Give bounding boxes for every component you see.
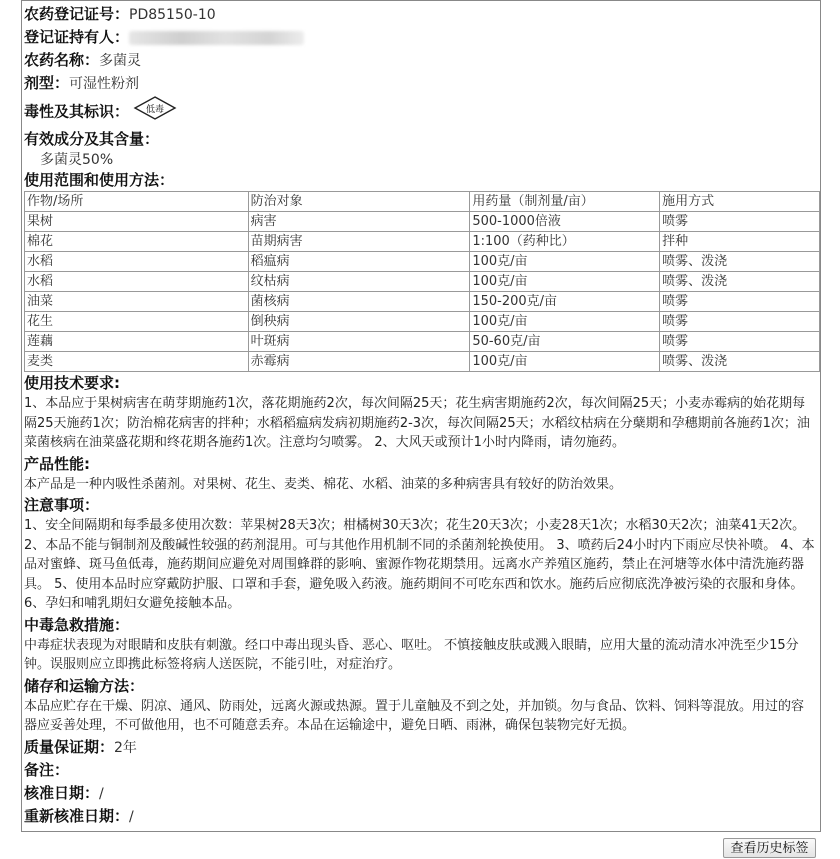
low-toxicity-icon	[133, 95, 177, 129]
remarks-row	[24, 759, 820, 782]
name-row	[24, 49, 820, 72]
table-cell: 叶斑病	[248, 332, 470, 352]
form-row	[24, 72, 820, 95]
table-cell: 油菜	[25, 292, 249, 312]
table-cell: 倒秧病	[248, 312, 470, 332]
table-cell: 100克/亩	[470, 272, 660, 292]
table-cell: 水稻	[25, 252, 249, 272]
formulation: 可湿性粉剂	[69, 76, 140, 92]
approval-row	[24, 782, 820, 805]
table-cell: 病害	[248, 212, 470, 232]
table-cell: 防治对象	[248, 192, 470, 212]
pesticide-name: 多菌灵	[99, 53, 142, 69]
table-header-row	[25, 192, 820, 212]
table-cell: 150-200克/亩	[470, 292, 660, 312]
reapproval-row	[24, 805, 820, 828]
table-cell: 100克/亩	[470, 312, 660, 332]
table-row	[25, 212, 820, 232]
holder-label: 登记证持有人：	[24, 28, 130, 46]
table-row	[25, 312, 820, 332]
performance-text: 本产品是一种内吸性杀菌剂。对果树、花生、麦类、棉花、水稻、油菜的多种病害具有较好的防治效果。	[24, 476, 623, 492]
technique-label: 使用技术要求:	[24, 374, 120, 392]
table-cell: 施用方式	[660, 192, 820, 212]
table-cell: 赤霉病	[248, 352, 470, 372]
table-cell: 喷雾	[660, 312, 820, 332]
storage-label: 储存和运输方法：	[24, 676, 145, 695]
table-cell: 麦类	[25, 352, 249, 372]
toxicity-row	[24, 95, 820, 129]
table-cell: 拌种	[660, 232, 820, 252]
approval-value: /	[99, 785, 104, 802]
table-cell: 苗期病害	[248, 232, 470, 252]
registration-row	[24, 3, 820, 26]
remarks-label: 备注：	[24, 760, 70, 779]
technique-text: 1、本品应于果树病害在萌芽期施药1次，落花期施药2次，每次间隔25天；花生病害期施药2次，每次间隔25天；小麦赤霉病的始花期每隔25天施药1次；防治棉花病害的拌种；水稻稻瘟病发病初期施药2-3次，每次间隔25天；水稻纹枯病在分蘖期和孕穗期前各施药1次；油菜菌核病在油菜盛花期和终花期各施药1次。注意均匀喷雾。 2、大风天或预计1小时内降雨，请勿施药。	[24, 396, 810, 450]
table-cell: 喷雾	[660, 212, 820, 232]
reapproval-value: /	[129, 808, 134, 825]
holder-redacted	[129, 31, 304, 45]
storage-text: 本品应贮存在干燥、阴凉、通风、防雨处，远离火源或热源。置于儿童触及不到之处，并加锁。勿与食品、饮料、饲料等混放。用过的容器应妥善处理，不可做他用，也不可随意丢弃。本品在运输途中，避免日晒、雨淋，确保包装物完好无损。	[24, 698, 805, 733]
table-cell: 作物/场所	[25, 192, 249, 212]
reapproval-label: 重新核准日期：	[24, 806, 130, 825]
warranty-row	[24, 736, 820, 759]
holder-row	[24, 26, 820, 49]
firstaid-label: 中毒急救措施：	[24, 615, 130, 634]
table-cell: 莲藕	[25, 332, 249, 352]
ingredient-label: 有效成分及其含量：	[24, 130, 160, 148]
precautions-text: 1、安全间隔期和每季最多使用次数：苹果树28天3次；柑橘树30天3次；花生20天3次；小麦28天1次；水稻30天2次；油菜41天2次。 2、本品不能与铜制剂及酸碱性较强的药剂混用。可与其他作用机制不同的杀菌剂轮换使用。 3、喷药后24小时内下雨应尽快补喷。 4、本品对蜜蜂、斑马鱼低毒，施药期间应避免对周围蜂群的影响、蜜源作物花期禁用。远离水产养殖区施药，禁止在河塘等水体中清洗施药器具。 5、使用本品时应穿戴防护服、口罩和手套，避免吸入药液。施药期间不可吃东西和饮水。施药后应彻底洗净被污染的衣服和身体。 6、孕妇和哺乳期妇女避免接触本品。	[24, 518, 815, 611]
table-cell: 喷雾、泼浇	[660, 352, 820, 372]
table-row	[25, 352, 820, 372]
form-label: 剂型：	[24, 74, 70, 92]
table-cell: 1:100（药种比）	[470, 232, 660, 252]
usage-table	[24, 191, 820, 372]
firstaid-text: 中毒症状表现为对眼睛和皮肤有刺激。经口中毒出现头昏、恶心、呕吐。 不慎接触皮肤或溅入眼睛，应用大量的流动清水冲洗至少15分钟。误服则应立即携此标签将病人送医院，不能引吐，对症治疗。	[24, 637, 799, 672]
usage-label: 使用范围和使用方法：	[24, 171, 175, 189]
toxicity-badge-text: 低毒	[146, 105, 165, 115]
registration-label: 农药登记证号：	[24, 5, 130, 23]
table-row	[25, 292, 820, 312]
table-row	[25, 252, 820, 272]
table-cell: 棉花	[25, 232, 249, 252]
precautions-label: 注意事项：	[24, 496, 100, 514]
table-cell: 喷雾	[660, 292, 820, 312]
approval-label: 核准日期：	[24, 783, 100, 802]
table-cell: 100克/亩	[470, 352, 660, 372]
table-cell: 50-60克/亩	[470, 332, 660, 352]
toxicity-label: 毒性及其标识：	[24, 102, 130, 121]
table-row	[25, 232, 820, 252]
table-cell: 稻瘟病	[248, 252, 470, 272]
table-cell: 喷雾、泼浇	[660, 252, 820, 272]
table-cell: 果树	[25, 212, 249, 232]
warranty-value: 2年	[114, 739, 137, 756]
table-cell: 菌核病	[248, 292, 470, 312]
ingredient-value: 多菌灵50%	[40, 152, 114, 168]
table-cell: 纹枯病	[248, 272, 470, 292]
table-cell: 用药量（制剂量/亩）	[470, 192, 660, 212]
table-cell: 喷雾、泼浇	[660, 272, 820, 292]
warranty-label: 质量保证期：	[24, 737, 115, 756]
table-cell: 500-1000倍液	[470, 212, 660, 232]
view-history-button[interactable]: 查看历史标签	[723, 838, 816, 858]
name-label: 农药名称：	[24, 51, 100, 69]
table-cell: 花生	[25, 312, 249, 332]
performance-label: 产品性能:	[24, 454, 90, 473]
label-document	[21, 0, 821, 832]
table-cell: 喷雾	[660, 332, 820, 352]
table-row	[25, 332, 820, 352]
registration-number: PD85150-10	[129, 7, 216, 23]
table-cell: 水稻	[25, 272, 249, 292]
table-row	[25, 272, 820, 292]
table-cell: 100克/亩	[470, 252, 660, 272]
